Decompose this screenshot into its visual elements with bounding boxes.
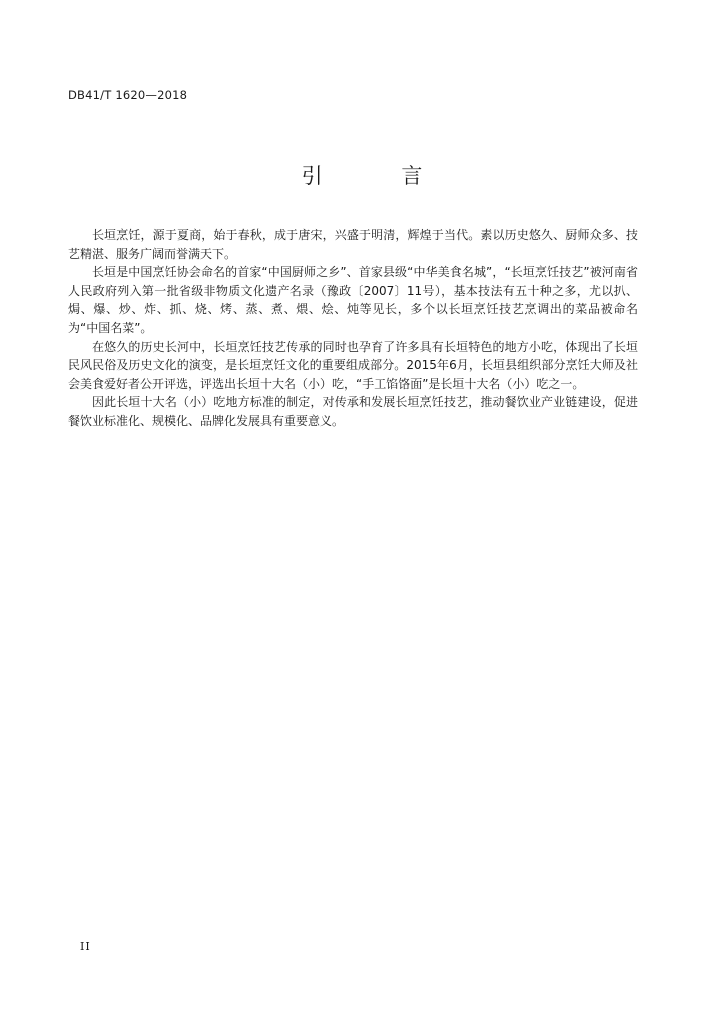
page-number: II	[80, 940, 91, 953]
page-title: 引 言	[301, 164, 459, 188]
paragraph: 在悠久的历史长河中，长垣烹饪技艺传承的同时也孕育了许多具有长垣特色的地方小吃，体现出了长垣民风民俗及历史文化的演变，是长垣烹饪文化的重要组成部分。2015年6月，长垣县组织部分烹饪大师及社会美食爱好者公开评选，评选出长垣十大名（小）吃，“手工馅饹面”是长垣十大名（小）吃之一。	[68, 339, 638, 391]
paragraph: 因此长垣十大名（小）吃地方标准的制定，对传承和发展长垣烹饪技艺，推动餐饮业产业链建设，促进餐饮业标准化、规模化、品牌化发展具有重要意义。	[68, 395, 638, 428]
body-text	[68, 226, 638, 431]
paragraph: 长垣是中国烹饪协会命名的首家“中国厨师之乡”、首家县级“中华美食名城”，“长垣烹饪技艺”被河南省人民政府列入第一批省级非物质文化遗产名录（豫政〔2007〕11号），基本技法有五十种之多，尤以扒、焗、爆、炒、炸、抓、烧、烤、蒸、煮、煨、烩、炖等见长，多个以长垣烹饪技艺烹调出的菜品被命名为“中国名菜”。	[68, 265, 638, 335]
paragraph: 长垣烹饪，源于夏商，始于春秋，成于唐宋，兴盛于明清，辉煌于当代。素以历史悠久、厨师众多、技艺精湛、服务广阔而誉满天下。	[68, 228, 638, 261]
standard-code: DB41/T 1620—2018	[68, 88, 188, 102]
